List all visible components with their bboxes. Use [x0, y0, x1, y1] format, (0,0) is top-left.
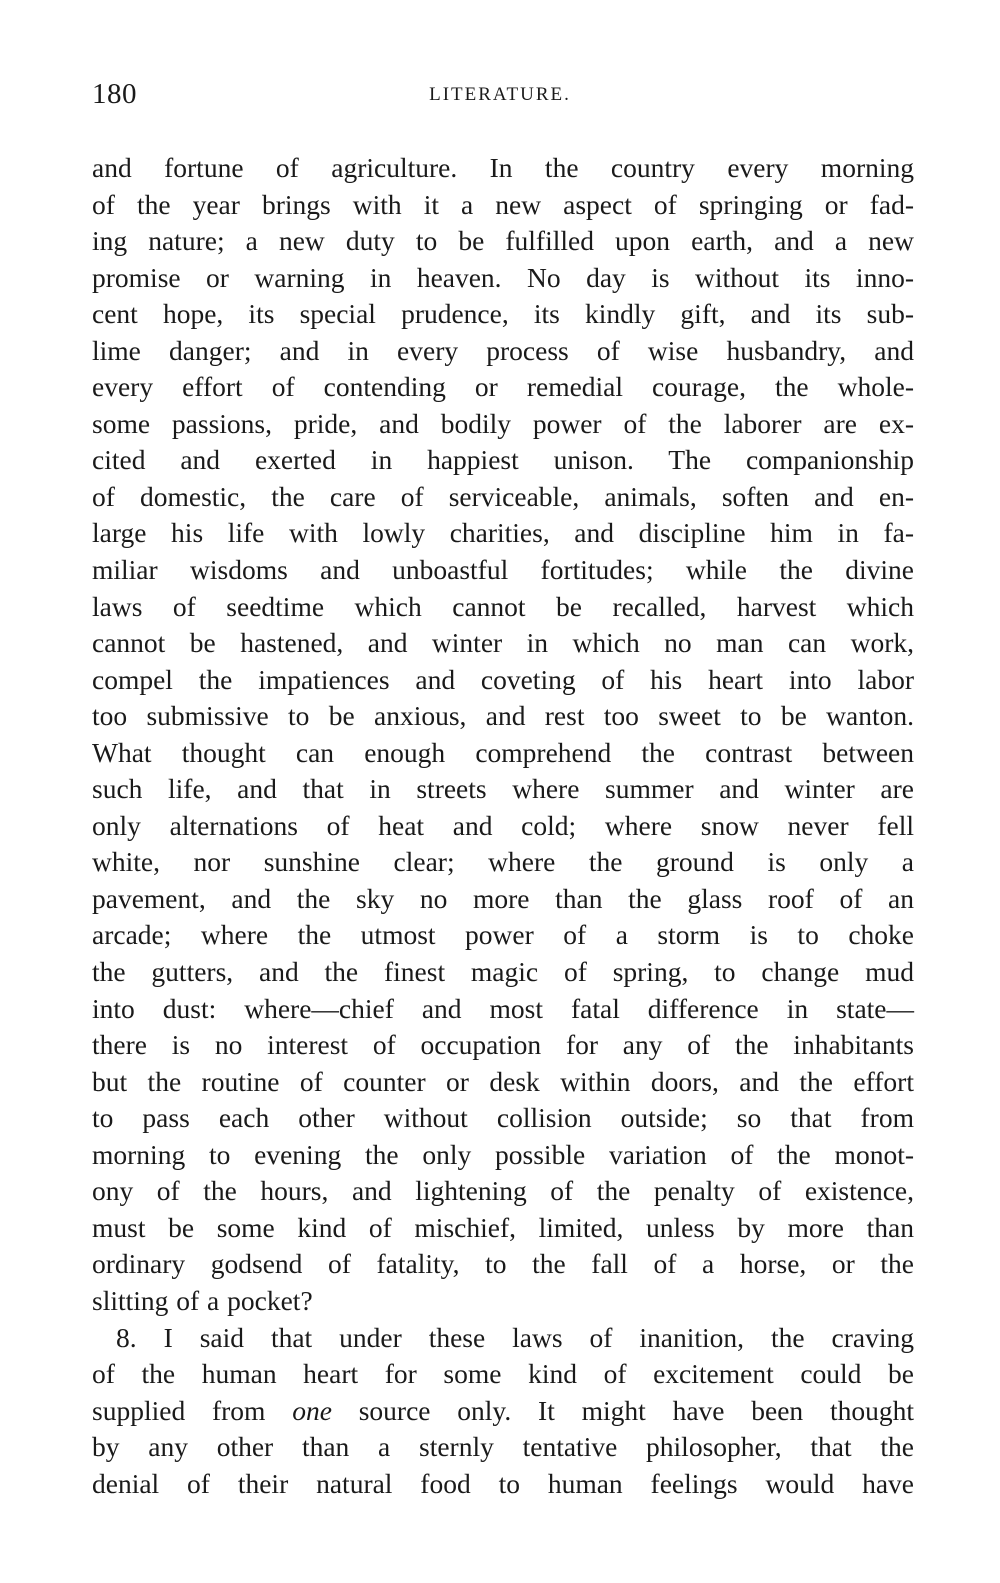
paragraph-8: [92, 1320, 914, 1503]
text-line: laws of seedtime which cannot be recalled, harvest which: [92, 590, 914, 622]
text-line: compel the impatiences and coveting of his heart into labor: [92, 663, 914, 695]
emphasis-text: one: [292, 1394, 332, 1426]
text-line: What thought can enough comprehend the contrast between: [92, 736, 914, 768]
page-number: 180: [92, 78, 137, 110]
body-text: [92, 150, 914, 1502]
text-line: lime danger; and in every process of wise husbandry, and: [92, 334, 914, 366]
text-line: miliar wisdoms and unboastful fortitudes; while the divine: [92, 554, 914, 586]
text-line: to pass each other without collision outside; so that from: [92, 1102, 914, 1134]
text-run: supplied from: [92, 1394, 293, 1426]
text-line: of domestic, the care of serviceable, animals, soften and en-: [92, 480, 914, 512]
text-line: ony of the hours, and lightening of the penalty of existence,: [92, 1175, 914, 1207]
text-line: by any other than a sternly tentative philosopher, that the: [92, 1431, 914, 1463]
text-line: and fortune of agriculture. In the country every morning: [92, 152, 914, 183]
running-title: LITERATURE.: [429, 84, 571, 105]
text-line: there is no interest of occupation for any of the inhabitants: [92, 1029, 914, 1061]
text-line: cannot be hastened, and winter in which no man can work,: [92, 627, 914, 659]
text-line: large his life with lowly charities, and discipline him in fa-: [92, 517, 914, 549]
text-line: but the routine of counter or desk within doors, and the effort: [92, 1065, 914, 1097]
text-line: denial of their natural food to human feelings would have: [92, 1467, 914, 1499]
text-line: promise or warning in heaven. No day is without its inno-: [92, 261, 914, 293]
text-line: too submissive to be anxious, and rest too sweet to be wanton.: [92, 700, 914, 732]
text-line: white, nor sunshine clear; where the ground is only a: [92, 846, 914, 878]
text-line: ing nature; a new duty to be fulfilled upon earth, and a new: [92, 225, 914, 257]
text-line: such life, and that in streets where summer and winter are: [92, 773, 914, 805]
text-line: 8. I said that under these laws of inanition, the craving: [116, 1321, 914, 1353]
text-line: morning to evening the only possible variation of the monot-: [92, 1138, 914, 1170]
text-line: cent hope, its special prudence, its kindly gift, and its sub-: [92, 298, 914, 330]
paragraph-continuation: [92, 150, 914, 1320]
text-line: every effort of contending or remedial courage, the whole-: [92, 371, 914, 403]
text-line: the gutters, and the finest magic of spring, to change mud: [92, 956, 914, 988]
text-line: of the human heart for some kind of excitement could be: [92, 1358, 914, 1390]
text-line: some passions, pride, and bodily power of the laborer are ex-: [92, 407, 914, 439]
text-line: must be some kind of mischief, limited, unless by more than: [92, 1211, 914, 1243]
text-line: pavement, and the sky no more than the glass roof of an: [92, 882, 914, 914]
text-line: into dust: where—chief and most fatal difference in state—: [92, 992, 914, 1024]
text-line: only alternations of heat and cold; where snow never fell: [92, 809, 914, 841]
text-line: arcade; where the utmost power of a storm is to choke: [92, 919, 914, 951]
text-line: cited and exerted in happiest unison. The companionship: [92, 444, 914, 476]
text-run: source only. It might have been thought: [331, 1394, 914, 1426]
text-line: slitting of a pocket?: [92, 1284, 313, 1316]
text-line: ordinary godsend of fatality, to the fall of a horse, or the: [92, 1248, 914, 1280]
text-line: [92, 1393, 914, 1430]
text-line: of the year brings with it a new aspect of springing or fad-: [92, 188, 914, 220]
